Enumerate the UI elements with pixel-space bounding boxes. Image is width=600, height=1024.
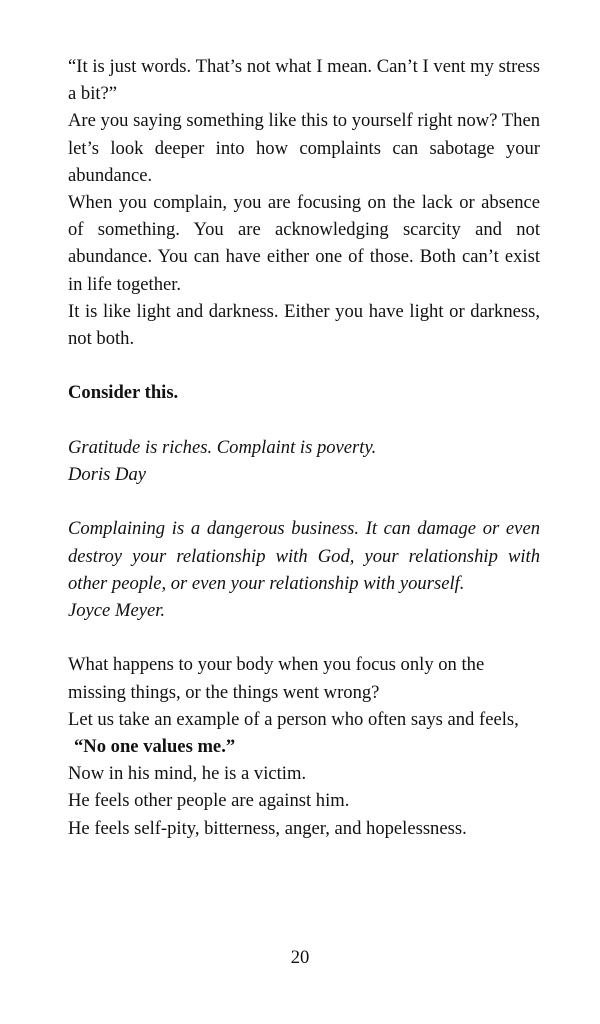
quote-author-joyce-meyer: Joyce Meyer. — [68, 600, 166, 622]
quote-author-doris-day: Doris Day — [68, 464, 146, 486]
spacer — [68, 407, 540, 434]
paragraph-others-against: He feels other people are against him. — [68, 790, 350, 812]
spacer — [68, 488, 540, 515]
spacer — [68, 624, 540, 651]
emphasis-no-one-values-me: “No one values me.” — [74, 736, 236, 758]
paragraph-self-pity: He feels self-pity, bitterness, anger, and hopelessness. — [68, 817, 467, 839]
quote-text-complaining: Complaining is a dangerous business. It can damage or even destroy your relationship with God, your relationship with other people, or even your relationship with yourself. — [68, 518, 540, 594]
section-heading: Consider this. — [68, 382, 179, 404]
paragraph-vent-stress: “It is just words. That’s not what I mean. Can’t I vent my stress a bit?” — [68, 56, 540, 105]
paragraph-example-person: Let us take an example of a person who often says and feels, — [68, 708, 519, 730]
paragraph-look-deeper: Are you saying something like this to yourself right now? Then let’s look deeper into how complaints can sabotage your abundance. — [68, 110, 540, 186]
paragraph-what-happens: What happens to your body when you focus only on the missing things, or the things went wrong? — [68, 654, 485, 703]
quote-text-gratitude: Gratitude is riches. Complaint is poverty. — [68, 436, 377, 458]
paragraph-light-darkness: It is like light and darkness. Either you have light or darkness, not both. — [68, 300, 540, 350]
paragraph-lack-absence: When you complain, you are focusing on the lack or absence of something. You are acknowledging scarcity and not abundance. You can have either one of those. Both can’t exist in life together. — [68, 192, 540, 295]
page-number: 20 — [290, 947, 310, 968]
paragraph-victim: Now in his mind, he is a victim. — [68, 763, 307, 785]
spacer — [68, 352, 540, 379]
page-body — [68, 53, 540, 842]
